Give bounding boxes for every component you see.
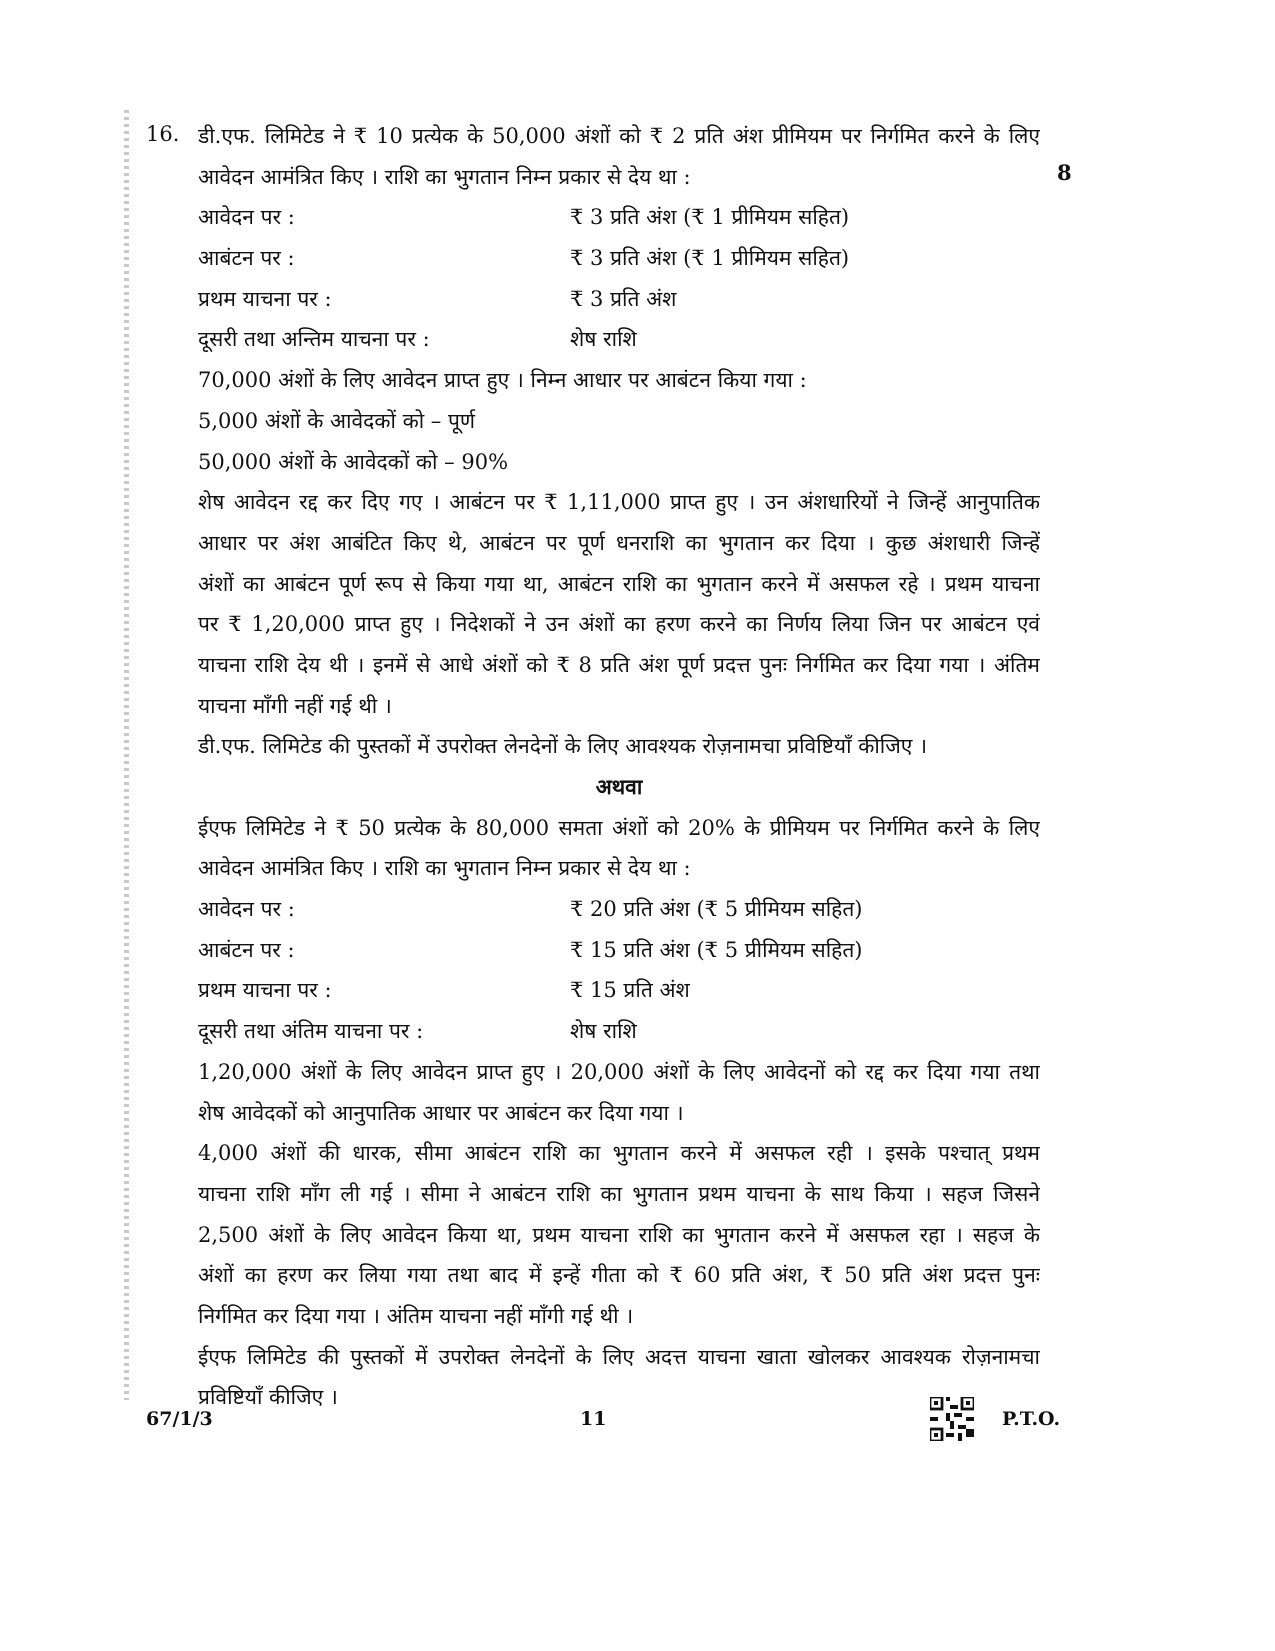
s2-payment-row [198,889,1040,930]
s1-para-line: याचना राशि देय थी । इनमें से आधे अंशों को ₹ 8 प्रति अंश पूर्ण प्रदत्त पुनः निर्गमित कर दिया गया । अंतिम [198,652,1040,677]
s2-para-line: शेष आवेदकों को आनुपातिक आधार पर आबंटन कर दिया गया । [198,1100,684,1125]
payment-label: प्रथम याचना पर : [198,286,332,311]
payment-value: ₹ 3 प्रति अंश (₹ 1 प्रीमियम सहित) [570,246,850,271]
payment-value: ₹ 15 प्रति अंश (₹ 5 प्रीमियम सहित) [570,937,863,962]
qr-code-icon [930,1397,974,1441]
s1-intro-line: डी.एफ. लिमिटेड ने ₹ 10 प्रत्येक के 50,000 अंशों को ₹ 2 प्रति अंश प्रीमियम पर निर्गमित करने के लिए [198,124,1040,148]
s1-body-line: 50,000 अंशों के आवेदकों को – 90% [198,449,509,474]
s2-payment-row [198,930,1040,971]
payment-label: आबंटन पर : [198,246,295,271]
payment-value: शेष राशि [570,1019,637,1044]
side-security-strip [124,110,129,1400]
pto-label: P.T.O. [1002,1408,1061,1430]
s1-payment-row [198,279,1040,320]
s1-para-line: आधार पर अंश आबंटित किए थे, आबंटन पर पूर्ण धनराशि का भुगतान कर दिया । कुछ अंशधारी जिन्हें [198,530,1040,555]
s1-para-line: शेष आवेदन रद्द कर दिए गए । आबंटन पर ₹ 1,11,000 प्राप्त हुए । उन अंशधारियों ने जिन्हें आनुपातिक [198,490,1040,515]
payment-label: दूसरी तथा अन्तिम याचना पर : [198,327,430,352]
question-number: 16. [146,122,180,146]
s2-para-line: 1,20,000 अंशों के लिए आवेदन प्राप्त हुए । 20,000 अंशों के लिए आवेदनों को रद्द कर दिया गया तथा [198,1059,1040,1084]
payment-label: प्रथम याचना पर : [198,978,332,1003]
paper-code: 67/1/3 [146,1408,213,1430]
s1-para-line: अंशों का आबंटन पूर्ण रूप से किया गया था, आबंटन राशि का भुगतान करने में असफल रहे । प्रथम याचना [198,571,1040,596]
s2-payment-row [198,970,1040,1011]
payment-value: ₹ 20 प्रति अंश (₹ 5 प्रीमियम सहित) [570,897,863,922]
s1-payment-row [198,197,1040,238]
s2-instruction: प्रविष्टियाँ कीजिए । [198,1385,338,1410]
question-content [198,116,1040,1418]
s2-para-line: 2,500 अंशों के लिए आवेदन किया था, प्रथम याचना राशि का भुगतान करने में असफल रहा । सहज के [198,1222,1040,1247]
payment-label: आवेदन पर : [198,205,295,230]
s2-para-line: 4,000 अंशों की धारक, सीमा आबंटन राशि का भुगतान करने में असफल रही । इसके पश्चात् प्रथम [198,1141,1040,1166]
s2-intro-line: आवेदन आमंत्रित किए । राशि का भुगतान निम्न प्रकार से देय था : [198,856,691,881]
payment-value: ₹ 3 प्रति अंश (₹ 1 प्रीमियम सहित) [570,205,850,230]
s1-para-line: पर ₹ 1,20,000 प्राप्त हुए । निदेशकों ने उन अंशों का हरण करने का निर्णय लिया जिन पर आबंटन एवं [198,612,1040,637]
s1-body-line: 70,000 अंशों के लिए आवेदन प्राप्त हुए । निम्न आधार पर आबंटन किया गया : [198,368,807,393]
s1-body-line: 5,000 अंशों के आवेदकों को – पूर्ण [198,408,476,433]
s1-payment-row [198,319,1040,360]
s2-instruction: ईएफ लिमिटेड की पुस्तकों में उपरोक्त लेनदेनों के लिए अदत्त याचना खाता खोलकर आवश्यक रोज़नामचा [198,1344,1040,1369]
page-number: 11 [580,1408,607,1430]
payment-value: ₹ 3 प्रति अंश [570,286,677,311]
payment-label: आबंटन पर : [198,937,295,962]
payment-label: दूसरी तथा अंतिम याचना पर : [198,1019,424,1044]
s1-para-line: याचना माँगी नहीं गई थी । [198,693,392,718]
s2-para-line: याचना राशि माँग ली गई । सीमा ने आबंटन राशि का भुगतान प्रथम याचना के साथ किया । सहज जिसने [198,1181,1040,1206]
marks: 8 [1057,160,1072,185]
s2-para-line: निर्गमित कर दिया गया । अंतिम याचना नहीं माँगी गई थी । [198,1303,634,1328]
s1-intro-line: आवेदन आमंत्रित किए । राशि का भुगतान निम्न प्रकार से देय था : [198,164,691,189]
or-heading: अथवा [595,774,643,799]
s2-intro-line: ईएफ लिमिटेड ने ₹ 50 प्रत्येक के 80,000 समता अंशों को 20% के प्रीमियम पर निर्गमित करने के लिए [198,815,1040,840]
payment-label: आवेदन पर : [198,897,295,922]
s1-payment-row [198,238,1040,279]
payment-value: शेष राशि [570,327,637,352]
s1-instruction: डी.एफ. लिमिटेड की पुस्तकों में उपरोक्त लेनदेनों के लिए आवश्यक रोज़नामचा प्रविष्टियाँ कीजिए । [198,734,928,759]
s2-payment-row [198,1011,1040,1052]
s2-para-line: अंशों का हरण कर लिया गया तथा बाद में इन्हें गीता को ₹ 60 प्रति अंश, ₹ 50 प्रति अंश प्रदत्त पुनः [198,1263,1040,1288]
payment-value: ₹ 15 प्रति अंश [570,978,690,1003]
